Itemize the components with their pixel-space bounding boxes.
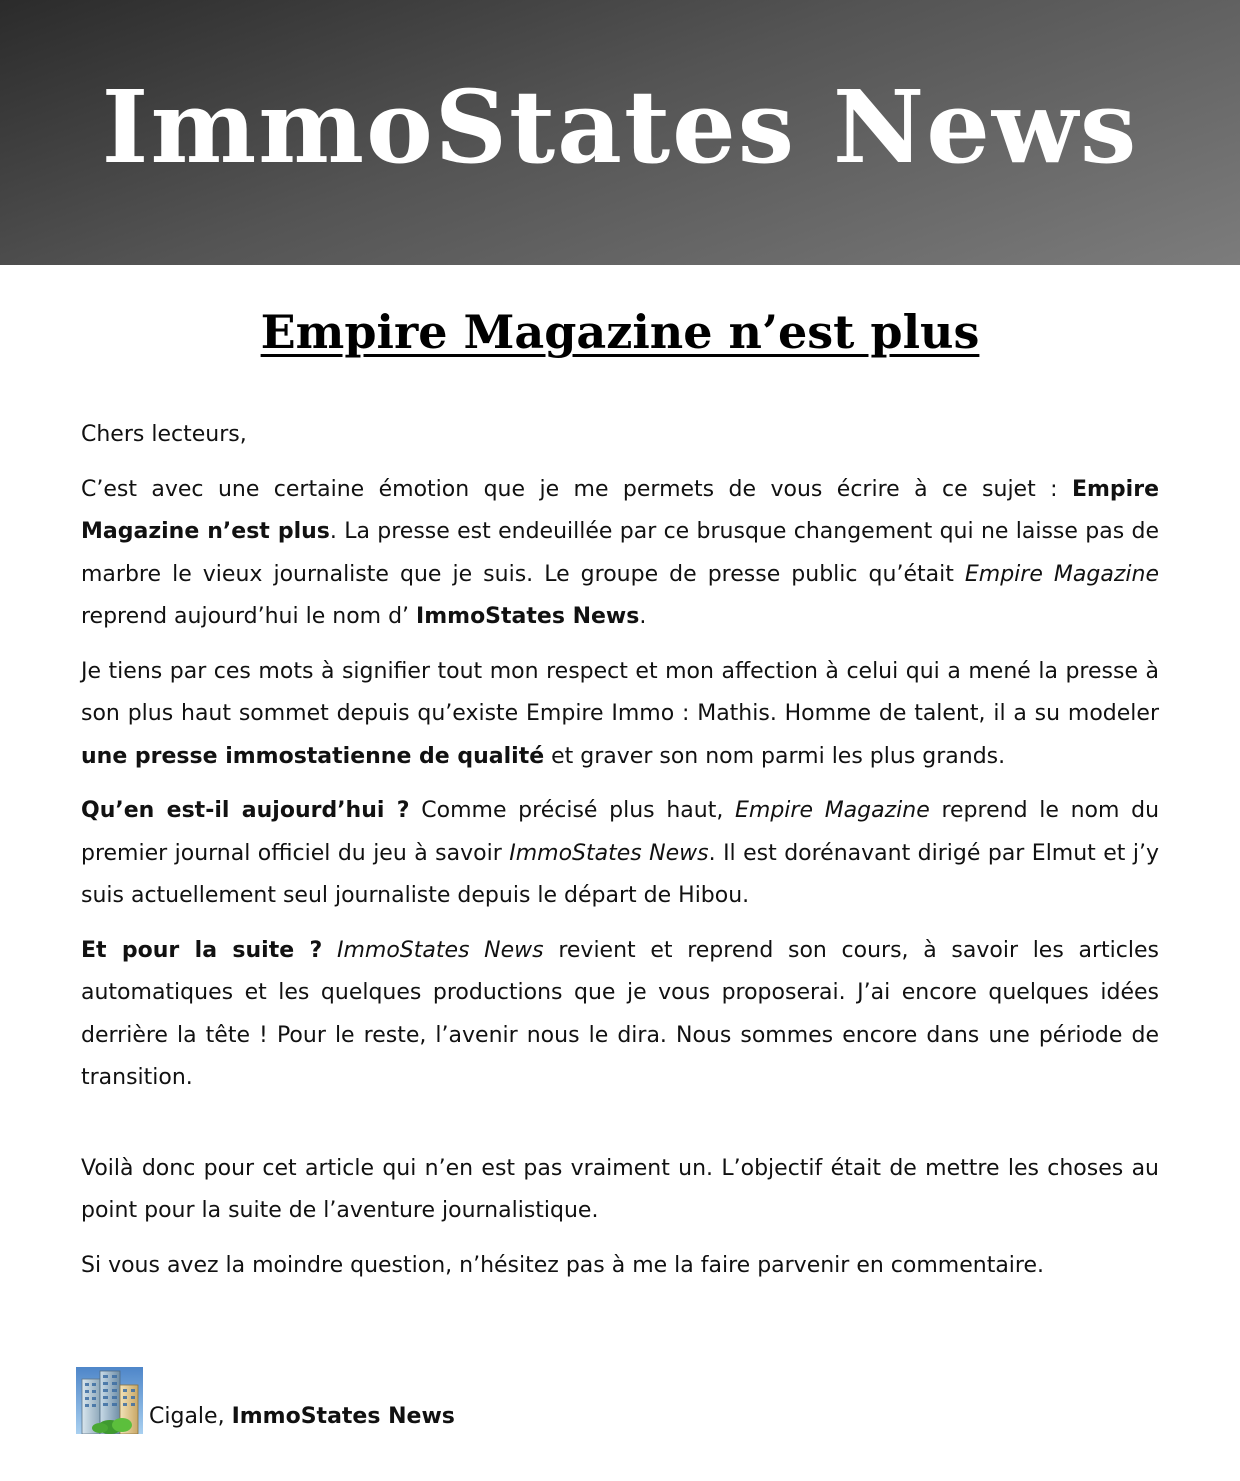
masthead-title: ImmoStates News (101, 68, 1139, 186)
paragraph-tribute (81, 651, 1159, 779)
article-body (81, 414, 1159, 1299)
masthead-banner (0, 0, 1240, 265)
today-italic-empire: Empire Magazine (735, 798, 930, 823)
intro-italic-empire: Empire Magazine (964, 561, 1159, 587)
today-italic-immostates: ImmoStates News (509, 840, 709, 866)
intro-bold-immostates: ImmoStates News (416, 604, 640, 629)
city-buildings-icon (76, 1367, 143, 1434)
tribute-text-2: et graver son nom parmi les plus grands. (544, 743, 1006, 769)
today-text-1: Comme précisé plus haut, (409, 798, 736, 823)
author-name: Cigale, (149, 1404, 232, 1429)
signature (76, 1367, 455, 1434)
today-text-3: . Il est dorénavant dirigé par Elmut et j’y suis actuellement seul journaliste depuis le départ de Hibou. (81, 840, 1159, 908)
headline-text: Empire Magazine n’est plus (260, 305, 980, 359)
tribute-bold: une presse immostatienne de qualité (81, 743, 545, 769)
paragraph-today (81, 790, 1159, 918)
intro-text-3: reprend aujourd’hui le nom d’ (81, 604, 417, 629)
tribute-text-1: Je tiens par ces mots à signifier tout mon respect et mon affection à celui qui a mené la presse à son plus haut sommet depuis qu’existe Empire Immo : Mathis. Homme de talent, il a su modeler (81, 658, 1159, 726)
today-bold-question: Qu’en est-il aujourd’hui ? (81, 798, 410, 823)
next-italic-immostates: ImmoStates News (336, 937, 544, 963)
today-text-2: reprend le nom du premier journal officiel du jeu à savoir (81, 798, 1160, 866)
next-text-2: revient et reprend son cours, à savoir les articles automatiques et les quelques productions que je vous proposerai. J’ai encore quelques idées derrière la tête ! Pour le reste, l’avenir nous le dira. Nous sommes encore dans une période de transition. (81, 937, 1159, 1090)
intro-bold-empire: Empire Magazine n’est plus (81, 476, 1159, 544)
article-headline (0, 298, 1240, 366)
paragraph-conclusion: Voilà donc pour cet article qui n’en est pas vraiment un. L’objectif était de mettre les choses au point pour la suite de l’aventure journalistique. (81, 1155, 1159, 1223)
intro-text-4: . (639, 604, 647, 629)
greeting: Chers lecteurs, (81, 422, 247, 447)
signature-text (149, 1402, 455, 1434)
paragraph-next (81, 930, 1159, 1100)
next-text-1 (322, 938, 337, 963)
paragraph-intro (81, 469, 1159, 639)
intro-text-1: C’est avec une certaine émotion que je me permets de vous écrire à ce sujet : (81, 476, 1072, 502)
publication-name: ImmoStates News (231, 1404, 455, 1429)
paragraph-questions: Si vous avez la moindre question, n’hésitez pas à me la faire parvenir en commentaire. (81, 1252, 1045, 1278)
next-bold-question: Et pour la suite ? (81, 937, 323, 963)
intro-text-2: . La presse est endeuillée par ce brusque changement qui ne laisse pas de marbre le vieux journaliste que je suis. Le groupe de presse public qu’était (81, 519, 1159, 587)
